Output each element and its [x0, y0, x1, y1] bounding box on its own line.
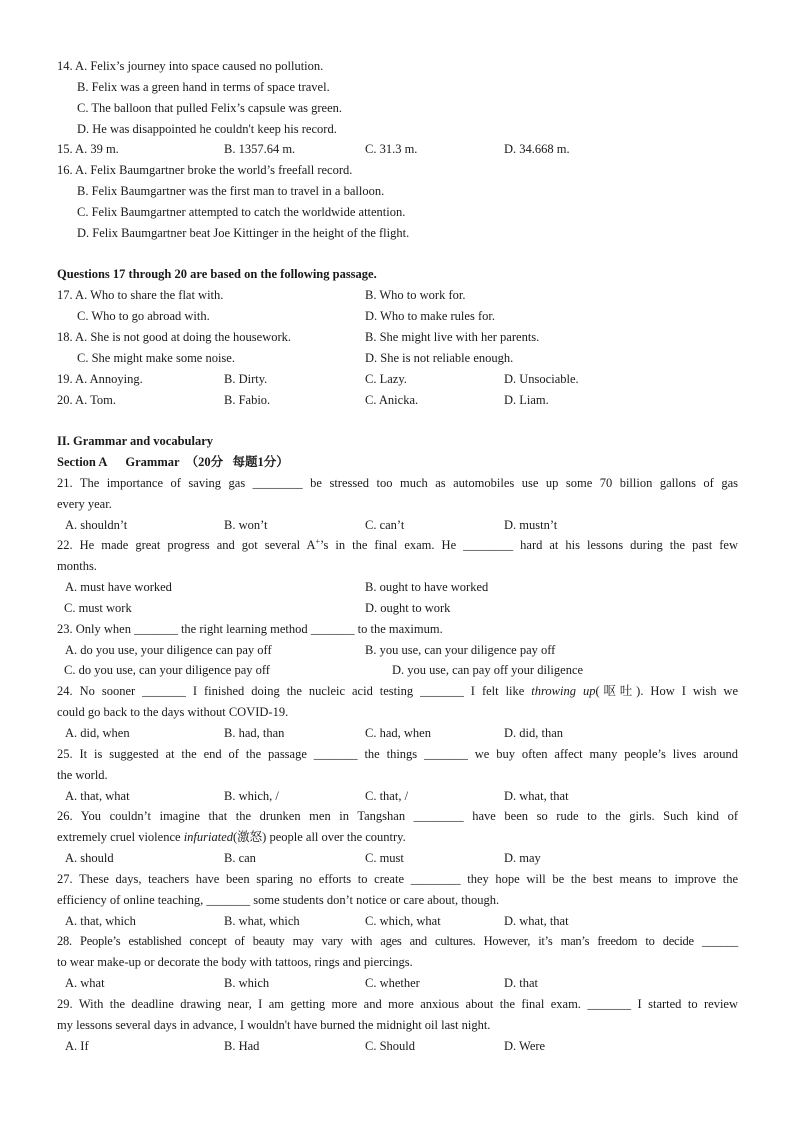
q18-option-b: B. She might live with her parents.: [365, 329, 540, 344]
q15-option-c: C. 31.3 m.: [365, 142, 418, 157]
q22-row-1: [57, 577, 738, 598]
q19-option-d: D. Unsociable.: [504, 371, 579, 386]
q29-stem-line-1: 29. With the deadline drawing near, I am getting more and more anxious about the final exam. _______ I started to review: [57, 996, 738, 1011]
q23-option-d: D. you use, can pay off your diligence: [392, 663, 584, 678]
q22-option-c: C. must work: [64, 600, 132, 615]
q27-options: [57, 911, 738, 932]
q19-option-c: C. Lazy.: [365, 371, 407, 386]
q26-stem-line-2: extremely cruel violence infuriated(激怒) people all over the country.: [57, 830, 406, 845]
q24-option-b: B. had, than: [224, 726, 285, 740]
q26-option-b: B. can: [224, 851, 256, 866]
passage-heading: Questions 17 through 20 are based on the following passage.: [57, 267, 377, 282]
q21-stem-line-1: 21. The importance of saving gas ________ be stressed too much as automobiles use up some 70 billion gallons of gas: [57, 475, 738, 490]
q16-option-c: C. Felix Baumgartner attempted to catch the worldwide attention.: [77, 204, 406, 219]
q28-stem-line-1: 28. People’s established concept of beauty may vary with ages and cultures. However, it’s man’s freedom to decide ______: [57, 934, 738, 949]
q25-options: [57, 786, 738, 807]
q27-option-a: A. that, which: [65, 913, 136, 928]
q24-option-d: D. did, than: [504, 726, 564, 740]
q23-row-2: [57, 660, 738, 681]
q16-option-a: 16. A. Felix Baumgartner broke the world’s freefall record.: [57, 163, 353, 178]
q29-option-d: D. Were: [504, 1038, 546, 1053]
q17-option-b: B. Who to work for.: [365, 288, 466, 303]
q20-option-b: B. Fabio.: [224, 392, 271, 407]
q19-option-b: B. Dirty.: [224, 371, 268, 386]
q18-option-c: C. She might make some noise.: [77, 350, 235, 365]
q14-option-d: D. He was disappointed he couldn't keep his record.: [77, 121, 337, 136]
q25-option-b: B. which, /: [224, 788, 279, 803]
q21-stem-line-2: every year.: [57, 496, 112, 511]
q28-option-d: D. that: [504, 976, 539, 991]
q27-option-d: D. what, that: [504, 913, 569, 928]
q22-row-2: [57, 598, 738, 619]
q21-options: [57, 515, 738, 536]
q28-option-a: A. what: [65, 976, 105, 991]
q20-options: [57, 390, 738, 411]
q18-option-a: 18. A. She is not good at doing the housework.: [57, 329, 292, 344]
q25-stem-line-1: 25. It is suggested at the end of the passage _______ the things _______ we buy often affect many people’s lives around: [57, 746, 738, 761]
q25-option-c: C. that, /: [365, 788, 409, 803]
q26-option-a: A. should: [65, 851, 114, 866]
q15-options: [57, 139, 738, 160]
q17-option-d: D. Who to make rules for.: [365, 309, 495, 324]
q26-stem-line-1: 26. You couldn’t imagine that the drunken men in Tangshan ________ have been so rude to the girls. Such kind of: [57, 809, 738, 824]
q26-options: [57, 848, 738, 869]
section-title: II. Grammar and vocabulary: [57, 434, 214, 449]
q28-option-c: C. whether: [365, 976, 420, 991]
q22-option-a: A. must have worked: [65, 580, 172, 595]
q26-option-d: D. may: [504, 851, 541, 866]
q25-stem-line-2: the world.: [57, 767, 108, 782]
q24-stem-line-1: 24. No sooner _______ I finished doing the nucleic acid testing _______ I felt like throwing up(呕吐). How I wish we: [57, 684, 738, 699]
q19-option-a: 19. A. Annoying.: [57, 371, 143, 386]
q27-option-c: C. which, what: [365, 913, 441, 928]
q26-option-c: C. must: [365, 851, 404, 866]
q14-option-c: C. The balloon that pulled Felix’s capsule was green.: [77, 100, 342, 115]
q20-option-d: D. Liam.: [504, 392, 549, 407]
q28-options: [57, 973, 738, 994]
q23-stem: 23. Only when _______ the right learning method _______ to the maximum.: [57, 621, 443, 636]
q28-stem-line-2: to wear make-up or decorate the body with tattoos, rings and piercings.: [57, 955, 413, 970]
q18-row-2: [57, 348, 738, 369]
q27-option-b: B. what, which: [224, 913, 300, 928]
q15-option-d: D. 34.668 m.: [504, 142, 570, 157]
q23-option-c: C. do you use, can your diligence pay off: [64, 663, 270, 678]
q20-option-a: 20. A. Tom.: [57, 392, 116, 407]
exam-page: [57, 56, 738, 1057]
q22-stem-line-2: months.: [57, 559, 97, 574]
section-a-heading: Section A Grammar （20分 每题1分）: [57, 455, 289, 470]
q23-option-a: A. do you use, your diligence can pay off: [65, 642, 272, 657]
q21-option-d: D. mustn’t: [504, 517, 558, 532]
q16-option-d: D. Felix Baumgartner beat Joe Kittinger in the height of the flight.: [77, 225, 410, 240]
q17-option-c: C. Who to go abroad with.: [77, 309, 210, 324]
q22-option-d: D. ought to work: [365, 600, 451, 615]
q15-option-b: B. 1357.64 m.: [224, 142, 296, 157]
q20-option-c: C. Anicka.: [365, 392, 419, 407]
q29-options: [57, 1036, 738, 1057]
q21-option-a: A. shouldn’t: [65, 517, 128, 532]
q29-option-c: C. Should: [365, 1038, 416, 1053]
q25-option-d: D. what, that: [504, 788, 569, 803]
q29-option-a: A. If: [65, 1038, 89, 1053]
q24-option-c: C. had, when: [365, 726, 431, 740]
q19-options: [57, 369, 738, 390]
q22-stem-line-1: 22. He made great progress and got several A+’s in the final exam. He ________ hard at his lessons during the past few: [57, 537, 738, 553]
q17-option-a: 17. A. Who to share the flat with.: [57, 288, 224, 303]
q22-option-b: B. ought to have worked: [365, 580, 489, 595]
q18-row-1: [57, 327, 738, 348]
q21-option-c: C. can’t: [365, 517, 405, 532]
q17-row-2: [57, 306, 738, 327]
q24-options: [57, 723, 738, 744]
q25-option-a: A. that, what: [65, 788, 130, 803]
q29-stem-line-2: my lessons several days in advance, I wouldn't have burned the midnight oil last night.: [57, 1017, 491, 1032]
q28-option-b: B. which: [224, 976, 270, 991]
q23-row-1: [57, 640, 738, 661]
q27-stem-line-2: efficiency of online teaching, _______ some students don’t notice or care about, though.: [57, 892, 500, 907]
q29-option-b: B. Had: [224, 1038, 260, 1053]
q24-stem-line-2: could go back to the days without COVID-19.: [57, 705, 289, 720]
q16-option-b: B. Felix Baumgartner was the first man to travel in a balloon.: [77, 184, 385, 199]
q18-option-d: D. She is not reliable enough.: [365, 350, 514, 365]
q14-option-a: 14. A. Felix’s journey into space caused no pollution.: [57, 59, 324, 73]
q23-option-b: B. you use, can your diligence pay off: [365, 642, 556, 657]
q17-row-1: [57, 285, 738, 306]
q15-option-a: 15. A. 39 m.: [57, 142, 119, 157]
q14-option-b: B. Felix was a green hand in terms of space travel.: [77, 79, 330, 94]
q27-stem-line-1: 27. These days, teachers have been sparing no efforts to create ________ they hope will be the best means to improve the: [57, 871, 738, 886]
q24-option-a: A. did, when: [65, 726, 130, 740]
q21-option-b: B. won’t: [224, 517, 268, 532]
